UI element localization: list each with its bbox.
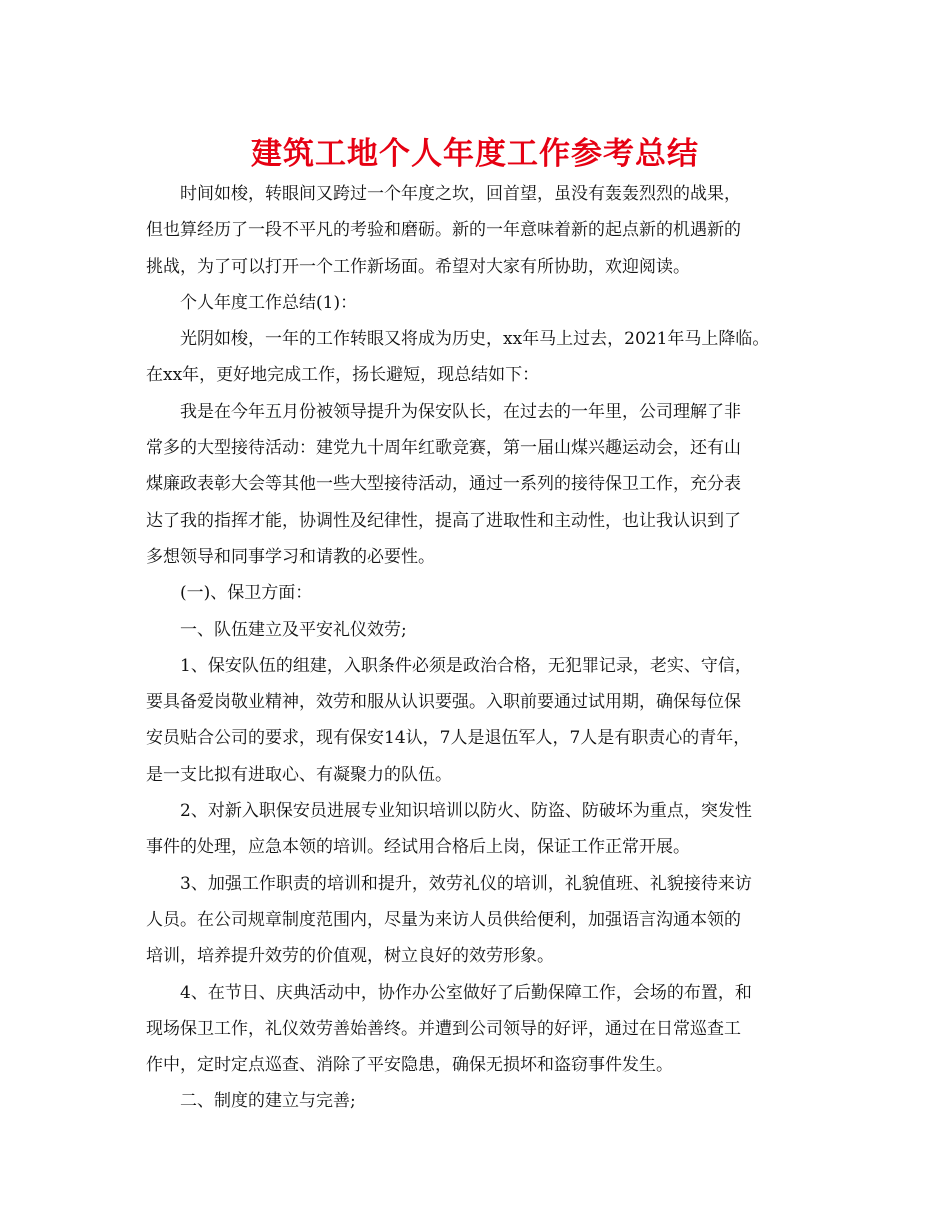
text-line: 4、在节日、庆典活动中，协作办公室做好了后勤保障工作，会场的布置，和 <box>146 982 752 1003</box>
text-line: 一、队伍建立及平安礼仪效劳; <box>146 619 407 640</box>
document-body <box>146 176 826 1120</box>
text-line: 现场保卫工作，礼仪效劳善始善终。并遭到公司领导的好评，通过在日常巡查工 <box>146 1018 741 1039</box>
text-line: 人员。在公司规章制度范围内，尽量为来访人员供给便利，加强语言沟通本领的 <box>146 909 741 930</box>
text-line: 是一支比拟有进取心、有凝聚力的队伍。 <box>146 764 452 785</box>
text-line: 作中，定时定点巡查、消除了平安隐患，确保无损坏和盗窃事件发生。 <box>146 1055 673 1076</box>
text-line: 1、保安队伍的组建，入职条件必须是政治合格，无犯罪记录，老实、守信， <box>146 655 752 676</box>
text-line: 在xx年，更好地完成工作，扬长避短，现总结如下： <box>146 365 540 386</box>
text-line: 事件的处理，应急本领的培训。经试用合格后上岗，保证工作正常开展。 <box>146 837 690 858</box>
text-line: 达了我的指挥才能，协调性及纪律性，提高了进取性和主动性，也让我认识到了 <box>146 510 741 531</box>
text-line: 二、制度的建立与完善; <box>146 1091 356 1112</box>
text-line: 但也算经历了一段不平凡的考验和磨砺。新的一年意味着新的起点新的机遇新的 <box>146 220 741 241</box>
text-line: 个人年度工作总结(1)： <box>146 292 358 313</box>
text-line: 多想领导和同事学习和请教的必要性。 <box>146 546 435 567</box>
text-line: 挑战，为了可以打开一个工作新场面。希望对大家有所协助，欢迎阅读。 <box>146 256 690 277</box>
text-line: 培训，培养提升效劳的价值观，树立良好的效劳形象。 <box>146 946 554 967</box>
text-line: 2、对新入职保安员进展专业知识培训以防火、防盗、防破坏为重点，突发性 <box>146 801 752 822</box>
text-line: 安员贴合公司的要求，现有保安14认，7人是退伍军人，7人是有职责心的青年， <box>146 728 751 749</box>
text-line: 煤廉政表彰大会等其他一些大型接待活动，通过一系列的接待保卫工作，充分表 <box>146 474 741 495</box>
text-line: 时间如梭，转眼间又跨过一个年度之坎，回首望，虽没有轰轰烈烈的战果， <box>146 184 741 204</box>
text-line: 常多的大型接待活动：建党九十周年红歌竞赛，第一届山煤兴趣运动会，还有山 <box>146 438 741 459</box>
text-line: (一)、保卫方面： <box>146 583 313 604</box>
text-line: 要具备爱岗敬业精神，效劳和服从认识要强。入职前要通过试用期，确保每位保 <box>146 692 741 713</box>
text-line: 我是在今年五月份被领导提升为保安队长，在过去的一年里，公司理解了非 <box>146 401 741 422</box>
text-line: 光阴如梭，一年的工作转眼又将成为历史，xx年马上过去，2021年马上降临。 <box>146 329 770 350</box>
text-line: 3、加强工作职责的培训和提升，效劳礼仪的培训，礼貌值班、礼貌接待来访 <box>146 873 752 894</box>
document-title: 建筑工地个人年度工作参考总结 <box>251 136 699 172</box>
